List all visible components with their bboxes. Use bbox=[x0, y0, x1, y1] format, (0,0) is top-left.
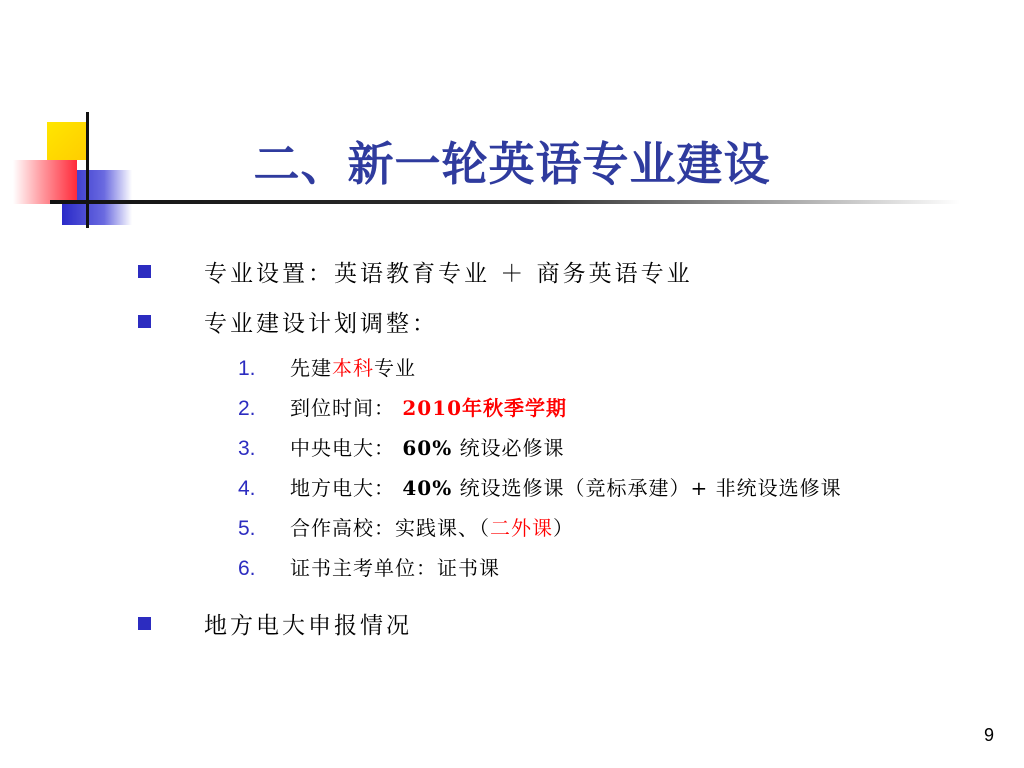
item-text bbox=[290, 392, 567, 421]
item-text-post: ） bbox=[553, 516, 574, 540]
bullet-item bbox=[138, 607, 412, 640]
bullet-text: 专业建设计划调整： bbox=[204, 311, 438, 337]
item-text-pre: 地方电大： bbox=[290, 476, 395, 500]
title-underline bbox=[50, 200, 960, 204]
numbered-item bbox=[238, 352, 416, 381]
item-text-highlight: 二外课 bbox=[490, 516, 553, 540]
item-text-highlight: 2010年秋季学期 bbox=[402, 396, 568, 420]
item-number: 2. bbox=[238, 397, 256, 420]
item-text-pre: 中央电大： bbox=[290, 436, 395, 460]
square-bullet-icon bbox=[138, 315, 151, 328]
square-bullet-icon bbox=[138, 265, 151, 278]
item-text-pre: 到位时间： bbox=[290, 396, 395, 420]
square-bullet-icon bbox=[138, 617, 151, 630]
page-number: 9 bbox=[983, 725, 994, 745]
bullet-text: 专业设置：英语教育专业 ＋ 商务英语专业 bbox=[204, 261, 693, 287]
item-number: 3. bbox=[238, 437, 256, 460]
item-text: 证书主考单位：证书课 bbox=[290, 556, 500, 580]
bullet-item bbox=[138, 255, 693, 288]
bullet-text: 地方电大申报情况 bbox=[204, 613, 412, 639]
item-number: 1. bbox=[238, 357, 256, 380]
item-text bbox=[290, 472, 842, 501]
item-text bbox=[290, 432, 565, 461]
numbered-item bbox=[238, 552, 500, 581]
numbered-item bbox=[238, 512, 574, 541]
numbered-item bbox=[238, 392, 567, 421]
item-text-highlight: 本科 bbox=[332, 356, 374, 380]
numbered-item bbox=[238, 472, 842, 501]
slide-title: 二、新一轮英语专业建设 bbox=[253, 137, 771, 191]
item-text bbox=[290, 352, 416, 381]
bullet-item bbox=[138, 305, 438, 338]
item-number: 6. bbox=[238, 557, 256, 580]
item-text bbox=[290, 512, 574, 541]
numbered-item bbox=[238, 432, 565, 461]
item-text-post: 专业 bbox=[374, 356, 416, 380]
item-number: 5. bbox=[238, 517, 256, 540]
item-text-pre: 先建 bbox=[290, 356, 332, 380]
item-number: 4. bbox=[238, 477, 256, 500]
item-text-post: 统设必修课 bbox=[459, 436, 565, 460]
item-text-percent: 60% bbox=[402, 436, 453, 460]
item-text-percent: 40% bbox=[402, 476, 453, 500]
item-text-post: 统设选修课（竞标承建）+ 非统设选修课 bbox=[459, 476, 842, 500]
item-text-pre: 合作高校：实践课、（ bbox=[290, 516, 490, 540]
